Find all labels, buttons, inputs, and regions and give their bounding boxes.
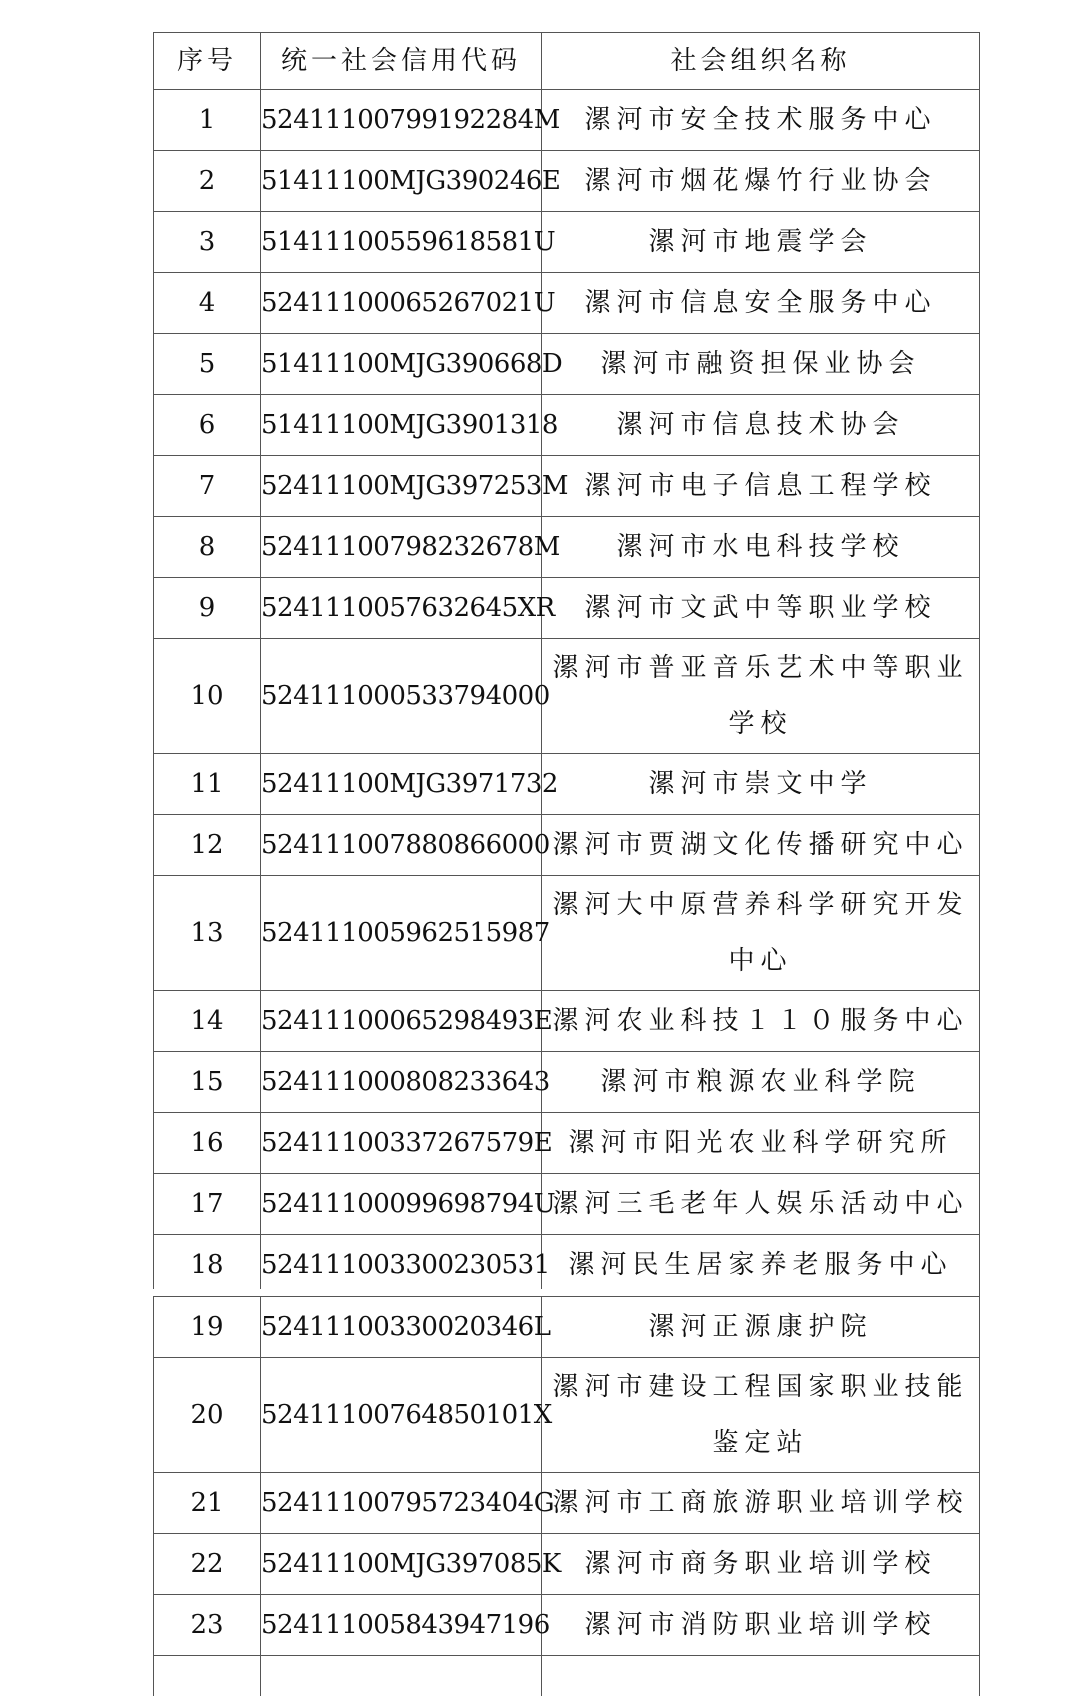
table-row [154, 1052, 980, 1113]
table-row [154, 273, 980, 334]
serial-number-cell: 14 [154, 991, 261, 1052]
credit-code-cell: 52411100065267021U [261, 273, 542, 334]
credit-code-cell: 52411100330020346L [261, 1297, 542, 1358]
header-organization-name: 社会组织名称 [542, 33, 980, 90]
credit-code-cell: 52411100337267579E [261, 1113, 542, 1174]
table-row [154, 456, 980, 517]
organization-name-cell: 漯河市粮源农业科学院 [542, 1052, 980, 1113]
serial-number-cell: 18 [154, 1235, 261, 1296]
credit-code-cell: 524111003300230531 [261, 1235, 542, 1296]
table-row [154, 1534, 980, 1595]
page-break-gap [153, 1289, 979, 1296]
table-row [154, 334, 980, 395]
credit-code-cell: 52411100795723404G [261, 1473, 542, 1534]
credit-code-cell: 524111000808233643 [261, 1052, 542, 1113]
organization-name-cell: 漯河市商务职业培训学校 [542, 1534, 980, 1595]
table-row [154, 90, 980, 151]
table-row [154, 212, 980, 273]
table-row [154, 517, 980, 578]
serial-number-cell: 7 [154, 456, 261, 517]
credit-code-cell: 51411100MJG390668D [261, 334, 542, 395]
table-row-partial [154, 1656, 980, 1696]
serial-number-cell: 3 [154, 212, 261, 273]
table-row [154, 991, 980, 1052]
credit-code-cell: 52411100099698794U [261, 1174, 542, 1235]
organization-table [153, 32, 980, 1296]
serial-number-cell: 20 [154, 1358, 261, 1473]
credit-code-cell: 5241110057632645XR [261, 578, 542, 639]
credit-code-cell [261, 1656, 542, 1696]
table-row [154, 1473, 980, 1534]
organization-name-cell: 漯河正源康护院 [542, 1297, 980, 1358]
organization-name-cell: 漯河市安全技术服务中心 [542, 90, 980, 151]
serial-number-cell: 19 [154, 1297, 261, 1358]
table-row [154, 395, 980, 456]
serial-number-cell: 15 [154, 1052, 261, 1113]
serial-number-cell: 4 [154, 273, 261, 334]
credit-code-cell: 524111007880866000 [261, 815, 542, 876]
serial-number-cell: 12 [154, 815, 261, 876]
table-row [154, 754, 980, 815]
organization-name-cell: 漯河市地震学会 [542, 212, 980, 273]
organization-name-cell: 漯河市融资担保业协会 [542, 334, 980, 395]
table-row [154, 151, 980, 212]
credit-code-cell: 51411100559618581U [261, 212, 542, 273]
serial-number-cell: 11 [154, 754, 261, 815]
credit-code-cell: 52411100MJG397253M [261, 456, 542, 517]
organization-name-cell: 漯河市信息安全服务中心 [542, 273, 980, 334]
serial-number-cell: 6 [154, 395, 261, 456]
credit-code-cell: 52411100799192284M [261, 90, 542, 151]
serial-number-cell: 21 [154, 1473, 261, 1534]
serial-number-cell: 8 [154, 517, 261, 578]
organization-name-cell: 漯河市工商旅游职业培训学校 [542, 1473, 980, 1534]
table-row [154, 1595, 980, 1656]
header-credit-code: 统一社会信用代码 [261, 33, 542, 90]
credit-code-cell: 52411100764850101X [261, 1358, 542, 1473]
organization-name-cell: 漯河市文武中等职业学校 [542, 578, 980, 639]
table-row [154, 1358, 980, 1473]
credit-code-cell: 524111000533794000 [261, 639, 542, 754]
table-row [154, 1297, 980, 1358]
serial-number-cell: 9 [154, 578, 261, 639]
table-row [154, 639, 980, 754]
table-row [154, 1113, 980, 1174]
serial-number-cell: 23 [154, 1595, 261, 1656]
serial-number-cell: 17 [154, 1174, 261, 1235]
header-row [154, 33, 980, 90]
organization-name-cell: 漯河市消防职业培训学校 [542, 1595, 980, 1656]
organization-name-cell: 漯河市信息技术协会 [542, 395, 980, 456]
header-serial-number: 序号 [154, 33, 261, 90]
table-row [154, 578, 980, 639]
table-row [154, 815, 980, 876]
serial-number-cell [154, 1656, 261, 1696]
credit-code-cell: 524111005843947196 [261, 1595, 542, 1656]
organization-name-cell: 漯河市烟花爆竹行业协会 [542, 151, 980, 212]
serial-number-cell: 13 [154, 876, 261, 991]
organization-name-cell [542, 1656, 980, 1696]
serial-number-cell: 2 [154, 151, 261, 212]
credit-code-cell: 52411100MJG3971732 [261, 754, 542, 815]
organization-name-cell: 漯河民生居家养老服务中心 [542, 1235, 980, 1296]
organization-name-cell: 漯河市建设工程国家职业技能鉴定站 [542, 1358, 980, 1473]
credit-code-cell: 51411100MJG390246E [261, 151, 542, 212]
credit-code-cell: 52411100065298493E [261, 991, 542, 1052]
serial-number-cell: 16 [154, 1113, 261, 1174]
serial-number-cell: 5 [154, 334, 261, 395]
organization-name-cell: 漯河市电子信息工程学校 [542, 456, 980, 517]
credit-code-cell: 524111005962515987 [261, 876, 542, 991]
table-row [154, 876, 980, 991]
table-row [154, 1235, 980, 1296]
organization-name-cell: 漯河农业科技１１０服务中心 [542, 991, 980, 1052]
organization-name-cell: 漯河市水电科技学校 [542, 517, 980, 578]
credit-code-cell: 52411100MJG397085K [261, 1534, 542, 1595]
table-row [154, 1174, 980, 1235]
organization-table-continued [153, 1296, 980, 1696]
organization-name-cell: 漯河三毛老年人娱乐活动中心 [542, 1174, 980, 1235]
serial-number-cell: 10 [154, 639, 261, 754]
organization-name-cell: 漯河市阳光农业科学研究所 [542, 1113, 980, 1174]
organization-name-cell: 漯河大中原营养科学研究开发中心 [542, 876, 980, 991]
serial-number-cell: 22 [154, 1534, 261, 1595]
credit-code-cell: 52411100798232678M [261, 517, 542, 578]
serial-number-cell: 1 [154, 90, 261, 151]
credit-code-cell: 51411100MJG3901318 [261, 395, 542, 456]
organization-name-cell: 漯河市普亚音乐艺术中等职业学校 [542, 639, 980, 754]
organization-name-cell: 漯河市崇文中学 [542, 754, 980, 815]
organization-name-cell: 漯河市贾湖文化传播研究中心 [542, 815, 980, 876]
